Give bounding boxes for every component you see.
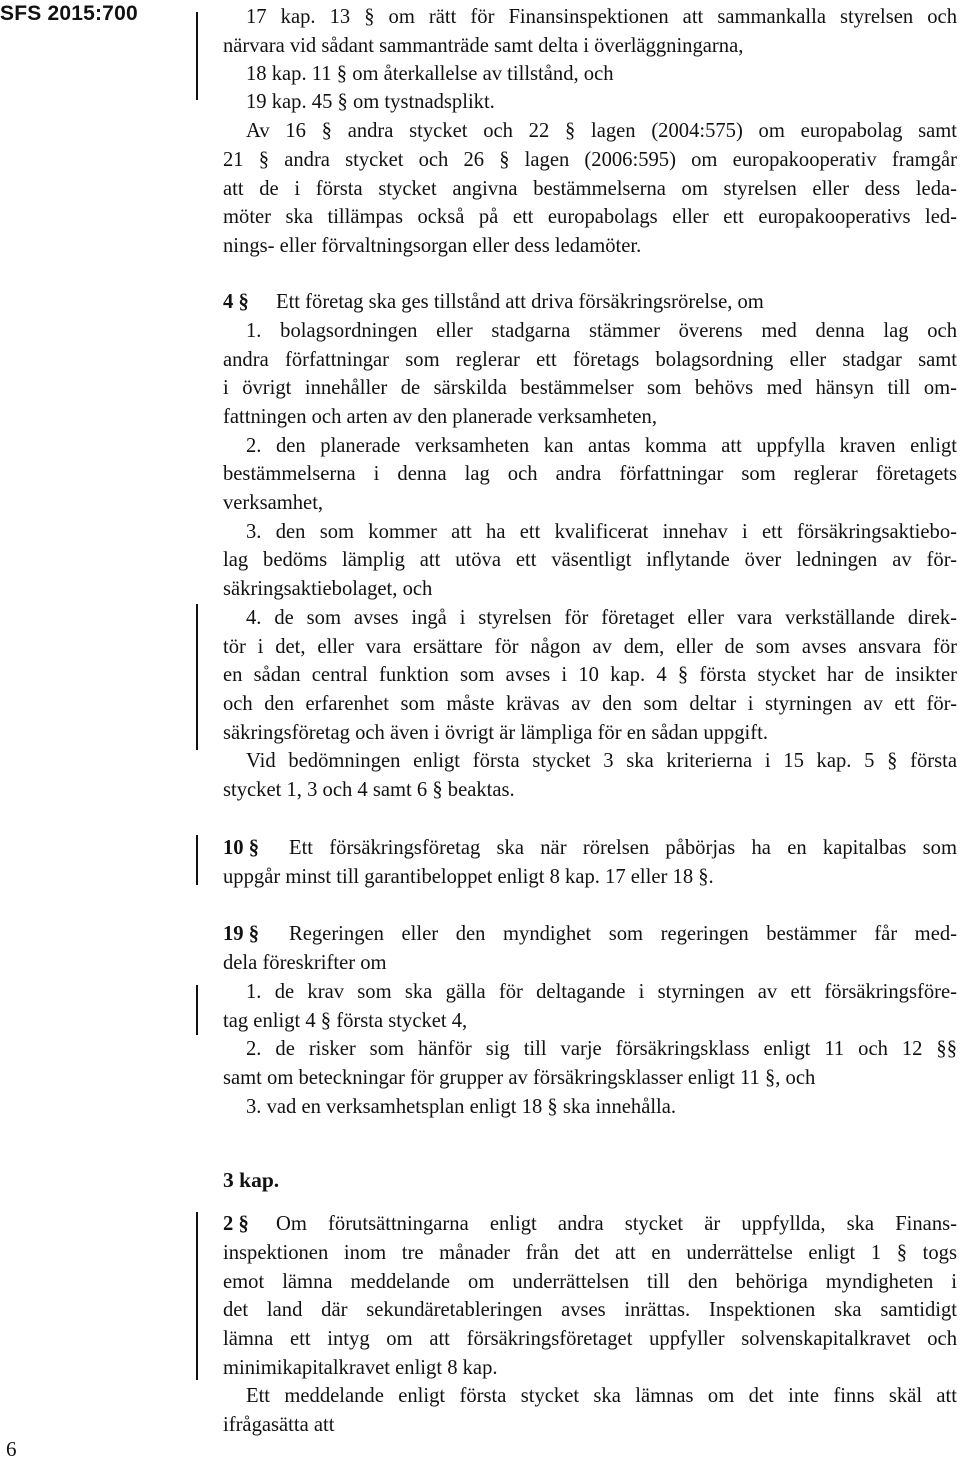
change-bar [196,985,198,1035]
text-line: stycket 1, 3 och 4 samt 6 § beaktas. [223,779,515,801]
text-line: att de i första stycket angivna bestämmelserna om styrelsen eller dess leda- [223,178,957,200]
text-line: i övrigt innehåller de särskilda bestämmelser som behövs med hänsyn till om- [223,377,957,399]
list-item: 3. den som kommer att ha ett kvalificerat innehav i ett försäkringsaktiebo- [246,521,957,543]
text-line: samt om beteckningar för grupper av försäkringsklasser enligt 11 §, och [223,1067,816,1089]
text-line: lämna ett intyg om att försäkringsföretaget uppfyller solvenskapitalkravet och [223,1328,957,1350]
text-line: ifrågasätta att [223,1414,335,1436]
text-line: Av 16 § andra stycket och 22 § lagen (2004:575) om europabolag samt [246,120,957,142]
text-line: säkringsföretag och även i övrigt är lämpliga för en sådan uppgift. [223,722,768,744]
list-item: 1. bolagsordningen eller stadgarna stämmer överens med denna lag och [246,320,957,342]
sfs-number: SFS 2015:700 [0,2,138,25]
page-number: 6 [6,1437,17,1461]
text-line: och den erfarenhet som måste krävas av den som deltar i styrningen av ett för- [223,693,957,715]
change-bar [196,1212,198,1380]
text-line: det land där sekundäretableringen avses inrättas. Inspektionen ska samtidigt [223,1299,957,1321]
text-line: säkringsaktiebolaget, och [223,578,433,600]
text-line: Vid bedömningen enligt första stycket 3 ska kriterierna i 15 kap. 5 § första [246,750,957,772]
list-item: 3. vad en verksamhetsplan enligt 18 § ska innehålla. [246,1096,677,1118]
text-line: dela föreskrifter om [223,952,387,974]
section-number: 4 § [223,291,249,313]
section-heading: Ett försäkringsföretag ska när rörelsen påbörjas ha en kapitalbas som [289,837,957,859]
text-line: tör i det, eller vara ersättare för någon av dem, eller de som avses ansvara för [223,636,957,658]
text-line: minimikapitalkravet enligt 8 kap. [223,1357,498,1379]
change-bar [196,604,198,750]
text-line: verksamhet, [223,492,324,514]
text-line: fattningen och arten av den planerade verksamheten, [223,406,657,428]
list-item: 4. de som avses ingå i styrelsen för företaget eller vara verkställande direk- [246,607,957,629]
section-heading: Om förutsättningarna enligt andra stycket är uppfyllda, ska Finans- [276,1213,957,1235]
text-line: 18 kap. 11 § om återkallelse av tillstånd, och [246,63,614,85]
section-heading: Ett företag ska ges tillstånd att driva försäkringsrörelse, om [276,291,764,313]
change-bar [196,835,198,885]
list-item: 2. de risker som hänför sig till varje försäkringsklass enligt 11 och 12 §§ [246,1038,957,1060]
section-number: 19 § [223,923,260,945]
text-line: 21 § andra stycket och 26 § lagen (2006:595) om europakooperativ framgår [223,149,957,171]
text-line: inspektionen inom tre månader från det att en underrättelse enligt 1 § togs [223,1242,957,1264]
change-bar [196,12,198,100]
section-number: 10 § [223,837,260,859]
text-line: tag enligt 4 § första stycket 4, [223,1010,468,1032]
text-line: 17 kap. 13 § om rätt för Finansinspektionen att sammankalla styrelsen och [246,6,957,28]
section-heading: Regeringen eller den myndighet som regeringen bestämmer får med- [289,923,957,945]
text-line: närvara vid sådant sammanträde samt delta i överläggningarna, [223,35,744,57]
text-line: 19 kap. 45 § om tystnadsplikt. [246,91,495,113]
text-line: en sådan central funktion som avses i 10 kap. 4 § första stycket har de insikter [223,664,957,686]
chapter-heading: 3 kap. [223,1168,280,1192]
text-line: bestämmelserna i denna lag och andra författningar som reglerar företagets [223,463,957,485]
text-line: andra författningar som reglerar ett företags bolagsordning eller stadgar samt [223,349,957,371]
section-number: 2 § [223,1213,249,1235]
text-line: emot lämna meddelande om underrättelsen till den behöriga myndigheten i [223,1271,957,1293]
text-line: uppgår minst till garantibeloppet enligt 8 kap. 17 eller 18 §. [223,866,714,888]
text-line: möter ska tillämpas också på ett europabolags eller ett europakooperativs led- [223,206,957,228]
list-item: 2. den planerade verksamheten kan antas komma att uppfylla kraven enligt [246,435,957,457]
text-line: lag bedöms lämplig att utöva ett väsentligt inflytande över ledningen av för- [223,549,957,571]
list-item: 1. de krav som ska gälla för deltagande i styrningen av ett försäkringsföre- [246,981,957,1003]
text-line: nings- eller förvaltningsorgan eller dess ledamöter. [223,235,642,257]
text-line: Ett meddelande enligt första stycket ska lämnas om det inte finns skäl att [246,1385,957,1407]
